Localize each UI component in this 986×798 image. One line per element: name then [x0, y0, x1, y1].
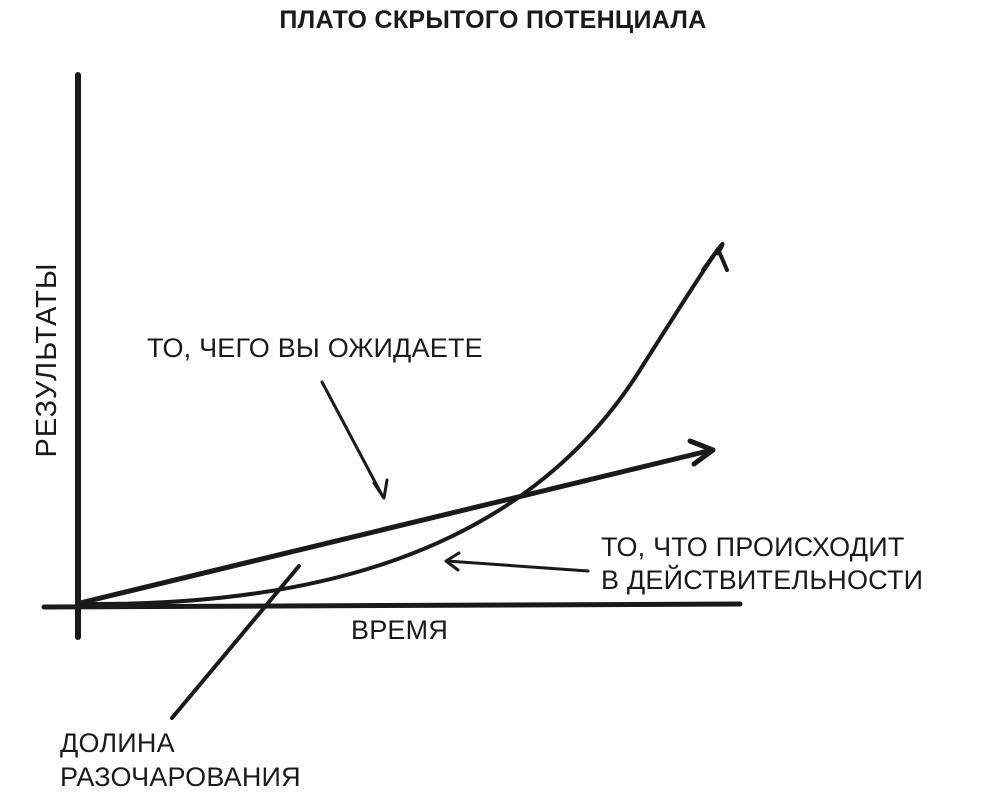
- reality-label-line2: В ДЕЙСТВИТЕЛЬНОСТИ: [601, 565, 924, 595]
- reality-arrowhead: [703, 249, 727, 270]
- reality-label-line1: ТО, ЧТО ПРОИСХОДИТ: [601, 532, 905, 562]
- reality-pointer: [447, 561, 588, 571]
- expectation-pointer: [322, 382, 383, 497]
- x-axis-label: ВРЕМЯ: [351, 615, 449, 645]
- y-axis-label: РЕЗУЛЬТАТЫ: [31, 262, 63, 458]
- valley-pointer: [172, 566, 299, 718]
- expectation-label: ТО, ЧЕГО ВЫ ОЖИДАЕТЕ: [147, 333, 483, 363]
- valley-label-line1: ДОЛИНА: [60, 728, 175, 758]
- valley-label-line2: РАЗОЧАРОВАНИЯ: [60, 762, 301, 792]
- diagram-title: ПЛАТО СКРЫТОГО ПОТЕНЦИАЛА: [279, 6, 707, 34]
